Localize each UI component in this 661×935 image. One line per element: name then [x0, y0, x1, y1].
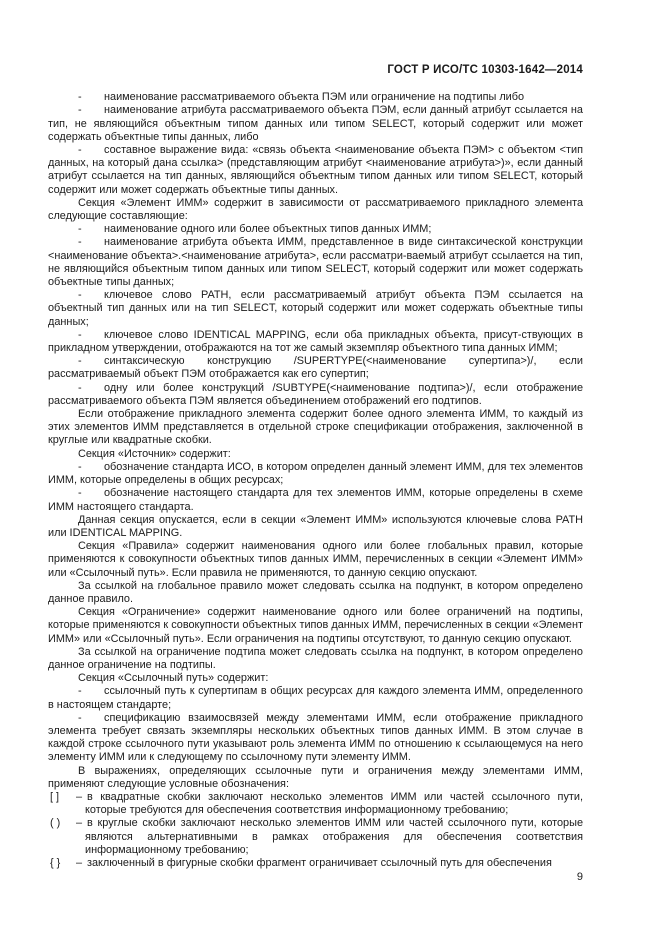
bullet-dash: - — [78, 223, 82, 236]
bullet-paragraph — [48, 104, 583, 144]
dash-separator: – — [76, 817, 83, 830]
paragraph-text: обозначение настоящего стандарта для тех элементов ИММ, которые определены в схеме ИММ настоящего стандарта. — [48, 487, 583, 513]
paragraph-text: ключевое слово PATH, если рассматриваемый атрибут объекта ПЭМ ссылается на объектный тип данных или на тип SELECT, который содержит или может содержать объектные типы данных; — [48, 289, 583, 328]
bullet-dash: - — [78, 460, 82, 473]
paragraph-text: наименование атрибута рассматриваемого объекта ПЭМ, если данный атрибут ссылается на тип, не являющийся объектным типом данных или типом SELECT, который содержит или может содержать объектные типы данных, либо — [48, 104, 583, 143]
paragraph-text: наименование одного или более объектных типов данных ИММ; — [104, 223, 432, 236]
bullet-paragraph — [48, 461, 583, 487]
body-paragraph — [48, 540, 583, 580]
paragraph-text: За ссылкой на ограничение подтипа может следовать ссылка на подпункт, в котором определено данное ограничение на подтипы. — [48, 645, 583, 671]
paragraph-text: ссылочный путь к супертипам в общих ресурсах для каждого элемента ИММ, определенного в настоящем стандарте; — [48, 685, 583, 711]
legend-item-square-brackets — [50, 790, 583, 817]
bullet-paragraph — [48, 685, 583, 711]
paragraph-text: Данная секция опускается, если в секции «Элемент ИММ» используются ключевые слова PATH или IDENTICAL MAPPING. — [48, 513, 583, 539]
body-paragraph — [48, 197, 583, 223]
bullet-paragraph — [48, 355, 583, 381]
bullet-dash: - — [78, 487, 82, 500]
curly-brackets-symbol: { } — [50, 856, 61, 869]
paragraph-text: синтаксическую конструкцию /SUPERTYPE(<наименование супертипа>)/, если рассматриваемый объект ПЭМ отображается как его супертип; — [48, 355, 583, 381]
body-paragraph — [48, 408, 583, 448]
bullet-paragraph — [48, 91, 583, 104]
bullet-dash: - — [78, 144, 82, 157]
paragraph-text: наименование рассматриваемого объекта ПЭМ или ограничение на подтипы либо — [104, 91, 525, 104]
document-header: ГОСТ Р ИСО/ТС 10303-1642—2014 — [387, 64, 583, 76]
paragraph-text: Секция «Правила» содержит наименования одного или более глобальных правил, которые применяются к совокупности объектных типов данных ИММ, перечисленных в секции «Элемент ИММ» или «Ссылочный путь». Если правила не применяются, то данную секцию опускают. — [48, 540, 583, 579]
bullet-dash: - — [78, 91, 82, 104]
dash-separator: – — [76, 856, 83, 869]
body-paragraph — [48, 448, 583, 461]
paragraph-text: Секция «Ограничение» содержит наименование одного или более ограничений на подтипы, которые применяются к совокупности объектных типов данных ИММ, перечисленных в секции «Элемент ИММ» или «Ссылочный путь». Если ограничения на подтипы отсутствуют, то данную секцию опускают. — [48, 606, 583, 645]
bullet-paragraph — [48, 712, 583, 765]
bullet-dash: - — [78, 328, 82, 341]
paragraph-text: в круглые скобки заключают несколько элементов ИММ или частей ссылочного пути, которые являются альтернативными в рамках отображения для обеспечения соответствия информационному требованию; — [85, 817, 583, 856]
bullet-paragraph — [48, 144, 583, 197]
paragraph-text: Если отображение прикладного элемента содержит более одного элемента ИММ, то каждый из этих элементов ИММ представляется в отдельной строке спецификации отображения, заключенной в круглые или квадратные скобки. — [48, 408, 583, 447]
body-paragraph — [48, 672, 583, 685]
body-paragraph — [48, 514, 583, 540]
paragraph-text: Секция «Ссылочный путь» содержит: — [78, 672, 269, 685]
paragraph-text: наименование атрибута объекта ИММ, представленное в виде синтаксической конструкции <наименование объекта>.<наименование атрибута>, если рассматри-ваемый атрибут ссылается на тип, не являющийся объектным типом данных или типом SELECT, который содержит или может содержать объектные типы данных; — [48, 236, 583, 289]
bullet-paragraph — [48, 487, 583, 513]
bullet-paragraph — [48, 329, 583, 355]
paragraph-text: Секция «Источник» содержит: — [78, 447, 231, 460]
page-number: 9 — [576, 871, 583, 884]
paragraph-text: обозначение стандарта ИСО, в котором определен данный элемент ИММ, для тех элементов ИММ, которые определены в общих ресурсах; — [48, 460, 583, 487]
dash-separator: – — [76, 790, 83, 803]
bullet-paragraph — [48, 382, 583, 408]
round-brackets-symbol: ( ) — [50, 817, 61, 830]
paragraph-text: В выражениях, определяющих ссылочные пути и ограничения между элементами ИММ, применяют следующие условные обозначения: — [48, 764, 583, 790]
paragraph-text: спецификацию взаимосвязей между элементами ИММ, если отображение прикладного элемента требует связать экземпляры нескольких объектных типов данных ИММ. В этом случае в каждой строке ссылочного пути указывают роль элемента ИММ по отношению к ссылающемуся на него элементу ИММ или к следующему по ссылочному пути элементу ИММ. — [48, 711, 583, 764]
body-paragraph — [48, 606, 583, 646]
bullet-dash: - — [78, 381, 82, 394]
body-paragraph — [48, 765, 583, 791]
legend-item-round-brackets — [50, 817, 583, 857]
bullet-dash: - — [78, 289, 82, 302]
bullet-paragraph — [48, 223, 583, 236]
body-paragraph — [48, 580, 583, 606]
paragraph-text: одну или более конструкций /SUBTYPE(<наименование подтипа>)/, если отображение рассматриваемого объекта ПЭМ является объединением отображений его подтипов. — [48, 381, 583, 407]
paragraph-text: ключевое слово IDENTICAL MAPPING, если оба прикладных объекта, присут-ствующих в прикладном утверждении, отображаются на тот же самый экземпляр объектного типа данных ИММ; — [48, 328, 583, 355]
square-brackets-symbol: [ ] — [50, 790, 60, 803]
document-body — [48, 91, 583, 870]
bullet-dash: - — [78, 685, 82, 698]
bullet-paragraph — [48, 236, 583, 289]
paragraph-text: Секция «Элемент ИММ» содержит в зависимости от рассматриваемого прикладного элемента следующие составляющие: — [48, 196, 583, 223]
paragraph-text: в квадратные скобки заключают несколько элементов ИММ или частей ссылочного пути, которые требуются для обеспечения соответствия информационному требованию; — [85, 790, 583, 817]
legend-item-curly-brackets — [50, 856, 583, 870]
paragraph-text: составное выражение вида: «связь объекта <наименование объекта ПЭМ> с объектом <тип данных, на который дана ссылка> (представляющим атрибут <наименование атрибута>)», если данный атрибут ссылается на тип данных, являющийся объектным типом данных или типом SELECT, который содержит или может содержать объектные типы данных. — [48, 144, 583, 196]
body-paragraph — [48, 646, 583, 672]
bullet-paragraph — [48, 289, 583, 329]
bullet-dash: - — [78, 711, 82, 724]
bullet-dash: - — [78, 236, 82, 249]
bullet-dash: - — [78, 104, 82, 117]
paragraph-text: заключенный в фигурные скобки фрагмент ограничивает ссылочный путь для обеспечения — [87, 856, 552, 869]
bullet-dash: - — [78, 355, 82, 368]
paragraph-text: За ссылкой на глобальное правило может следовать ссылка на подпункт, в котором определено данное правило. — [48, 579, 583, 605]
